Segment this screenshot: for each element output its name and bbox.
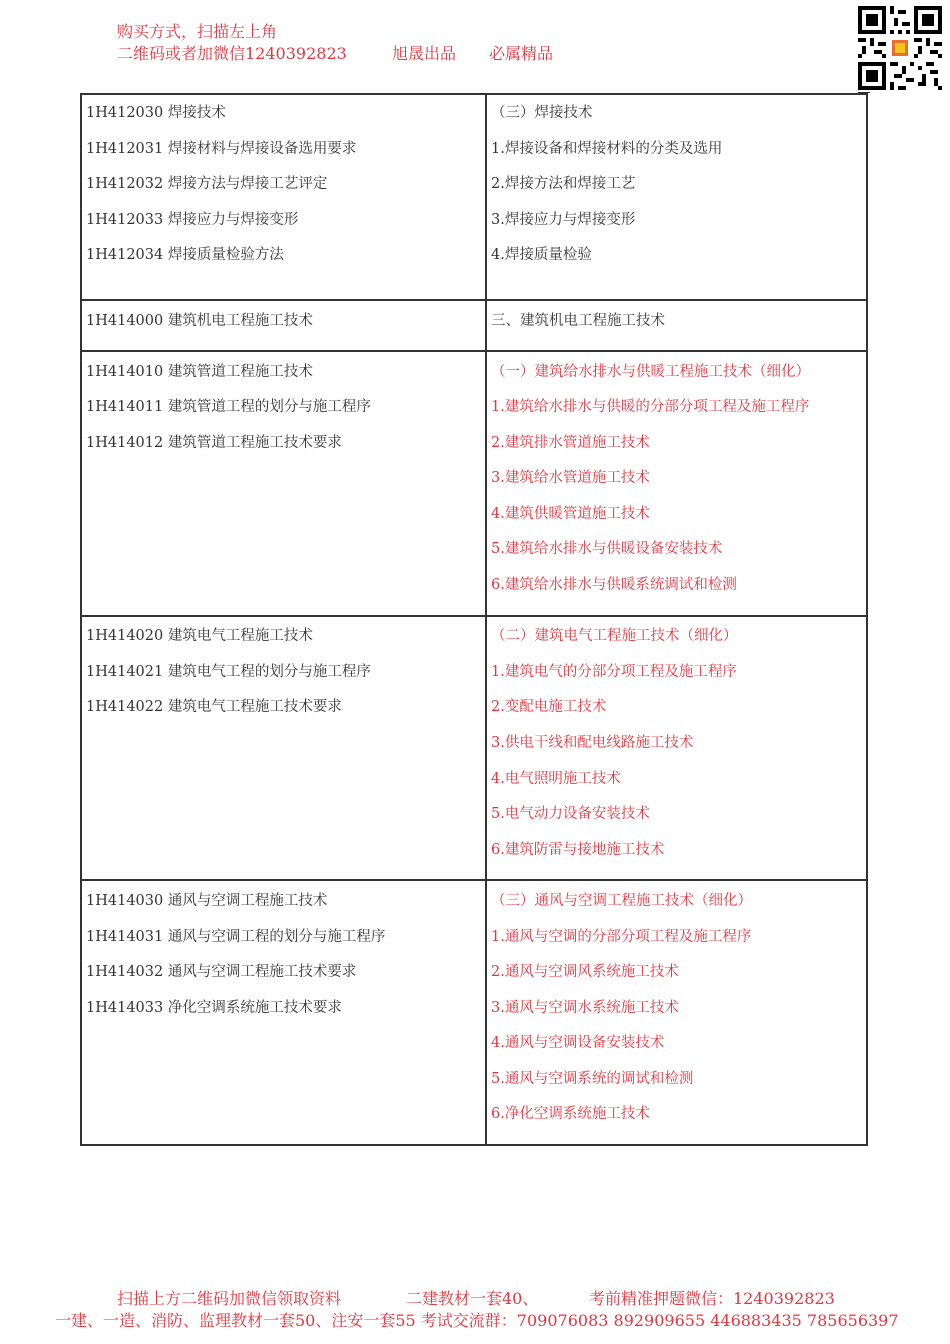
table-row-divider xyxy=(80,350,868,352)
table-border-top xyxy=(80,93,868,95)
table-column-divider xyxy=(485,93,487,1146)
table-cell-right-highlight: 3.供电干线和配电线路施工技术 xyxy=(491,735,694,751)
footer-price-text: 二建教材一套40、 xyxy=(406,1289,539,1308)
table-cell-left: 1H412033 焊接应力与焊接变形 xyxy=(86,212,299,228)
table-cell-right-highlight: 1.通风与空调的分部分项工程及施工程序 xyxy=(491,929,752,945)
table-cell-left: 1H414031 通风与空调工程的划分与施工程序 xyxy=(86,929,386,945)
table-cell-left: 1H414022 建筑电气工程施工技术要求 xyxy=(86,699,342,715)
table-cell-right-highlight: 3.通风与空调水系统施工技术 xyxy=(491,1000,679,1016)
header-contact-line xyxy=(117,41,553,64)
footer-scan-text: 扫描上方二维码加微信领取资料 xyxy=(117,1289,342,1308)
footer-wechat-text: 考前精准押题微信：1240392823 xyxy=(589,1289,835,1308)
table-cell-left: 1H412032 焊接方法与焊接工艺评定 xyxy=(86,176,328,192)
table-row-divider xyxy=(80,299,868,301)
table-cell-left: 1H414010 建筑管道工程施工技术 xyxy=(86,364,313,380)
table-cell-left: 1H412031 焊接材料与焊接设备选用要求 xyxy=(86,141,357,157)
table-cell-left: 1H412034 焊接质量检验方法 xyxy=(86,247,284,263)
table-cell-right: 3.焊接应力与焊接变形 xyxy=(491,212,636,228)
table-cell-right-highlight: 6.建筑防雷与接地施工技术 xyxy=(491,842,665,858)
table-cell-right-highlight: （三）通风与空调工程施工技术（细化） xyxy=(491,893,752,909)
table-cell-right-highlight: 1.建筑给水排水与供暖的分部分项工程及施工程序 xyxy=(491,399,810,415)
table-cell-left: 1H414033 净化空调系统施工技术要求 xyxy=(86,1000,342,1016)
table-row-divider xyxy=(80,879,868,881)
table-border-bottom xyxy=(80,1144,868,1146)
table-cell-right-highlight: 1.建筑电气的分部分项工程及施工程序 xyxy=(491,664,737,680)
table-cell-right: （三）焊接技术 xyxy=(491,105,593,121)
table-cell-right-highlight: 2.变配电施工技术 xyxy=(491,699,607,715)
table-cell-right-highlight: 5.建筑给水排水与供暖设备安装技术 xyxy=(491,541,723,557)
table-border-right xyxy=(866,93,868,1146)
table-cell-left: 1H414030 通风与空调工程施工技术 xyxy=(86,893,328,909)
table-cell-right-highlight: （二）建筑电气工程施工技术（细化） xyxy=(491,628,738,644)
table-cell-right-highlight: 4.电气照明施工技术 xyxy=(491,771,621,787)
table-cell-right-highlight: 4.建筑供暖管道施工技术 xyxy=(491,506,650,522)
table-cell-right-highlight: 6.建筑给水排水与供暖系统调试和检测 xyxy=(491,577,737,593)
table-row-divider xyxy=(80,615,868,617)
table-cell-right-highlight: （一）建筑给水排水与供暖工程施工技术（细化） xyxy=(491,364,810,380)
table-cell-right-highlight: 4.通风与空调设备安装技术 xyxy=(491,1035,665,1051)
table-cell-left: 1H414011 建筑管道工程的划分与施工程序 xyxy=(86,399,371,415)
footer-promo-line xyxy=(117,1286,835,1309)
table-cell-right: 2.焊接方法和焊接工艺 xyxy=(491,176,636,192)
header-purchase-info: 购买方式，扫描左上角 xyxy=(117,22,278,41)
header-wechat-text: 二维码或者加微信1240392823 xyxy=(117,44,347,63)
table-cell-left: 1H414020 建筑电气工程施工技术 xyxy=(86,628,313,644)
table-cell-right-highlight: 6.净化空调系统施工技术 xyxy=(491,1106,650,1122)
table-cell-right-highlight: 5.电气动力设备安装技术 xyxy=(491,806,650,822)
table-cell-right-highlight: 2.通风与空调风系统施工技术 xyxy=(491,964,679,980)
table-cell-right-highlight: 2.建筑排水管道施工技术 xyxy=(491,435,650,451)
table-cell-right-highlight: 5.通风与空调系统的调试和检测 xyxy=(491,1071,694,1087)
table-cell-right: 4.焊接质量检验 xyxy=(491,247,592,263)
qr-code-icon[interactable] xyxy=(858,6,942,90)
table-cell-right: 三、建筑机电工程施工技术 xyxy=(491,313,665,329)
table-cell-right-highlight: 3.建筑给水管道施工技术 xyxy=(491,470,650,486)
table-cell-left: 1H412030 焊接技术 xyxy=(86,105,226,121)
table-cell-left: 1H414032 通风与空调工程施工技术要求 xyxy=(86,964,357,980)
footer-groups-line: 一建、一造、消防、监理教材一套50、注安一套55 考试交流群：709076083 892909655 446883435 785656397 xyxy=(55,1311,899,1330)
table-cell-right: 1.焊接设备和焊接材料的分类及选用 xyxy=(491,141,723,157)
header-slogan-text: 必属精品 xyxy=(489,44,554,63)
table-cell-left: 1H414012 建筑管道工程施工技术要求 xyxy=(86,435,342,451)
table-cell-left: 1H414021 建筑电气工程的划分与施工程序 xyxy=(86,664,371,680)
header-brand-text: 旭晟出品 xyxy=(392,44,457,63)
table-cell-left: 1H414000 建筑机电工程施工技术 xyxy=(86,313,313,329)
table-border-left xyxy=(80,93,82,1146)
